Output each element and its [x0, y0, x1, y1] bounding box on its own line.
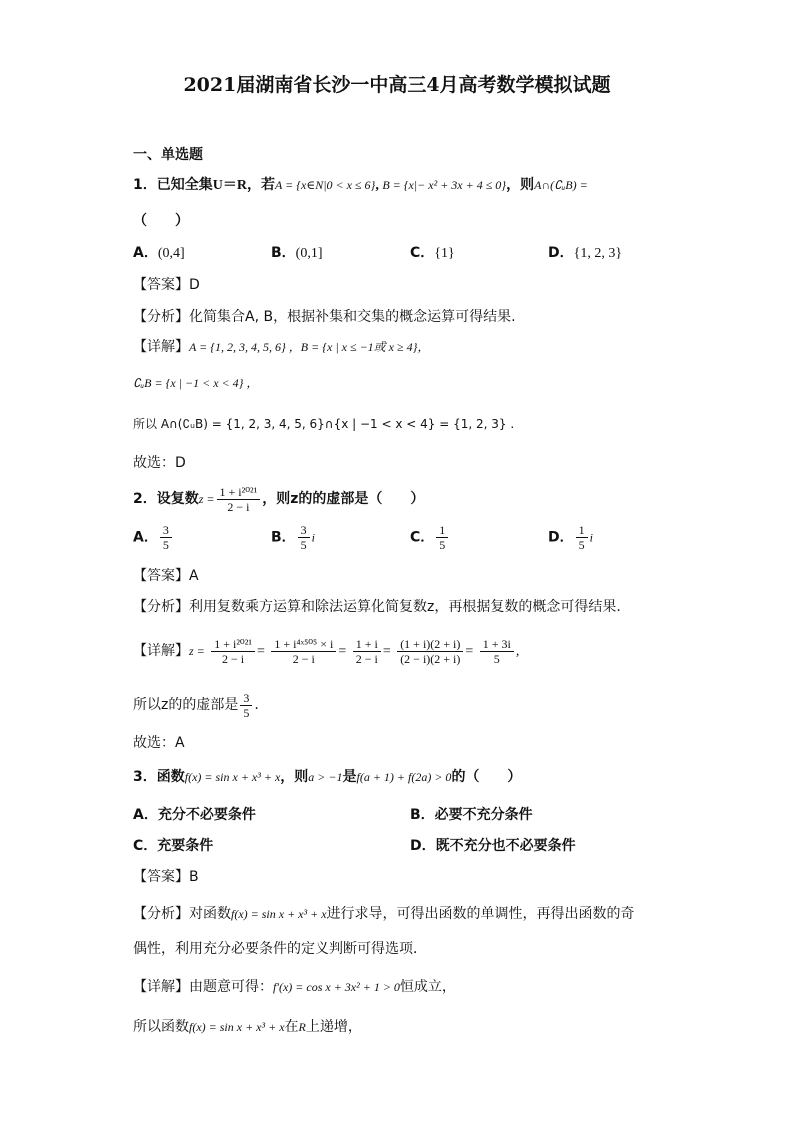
q2-option-a: A． $\frac{3}{5}$ — [133, 523, 174, 552]
q3-option-b: B．必要不充分条件 — [410, 807, 533, 823]
q2-fraction: $\frac{\text{1 + i²⁰²¹}}{2 - i}$ — [217, 485, 261, 514]
q1-detail-line3: 所以 A∩(∁ᵤB) = {1, 2, 3, 4, 5, 6}∩{x | −1 < x < 4} = {1, 2, 3} . — [133, 417, 515, 431]
q2-option-b: B． $\frac{3}{5}$ i — [271, 523, 316, 552]
q3-option-d: D．既不充分也不必要条件 — [410, 838, 576, 854]
q1-set-b: B = {x|− x² + 3x + 4 ≤ 0} — [382, 178, 507, 192]
q1-answer: 【答案】D — [133, 277, 200, 293]
q3-stem: 3．函数f(x) = sin x + x³ + x，则a > −1是f(a + 1) + f(2a) > 0的（ ） — [133, 769, 522, 785]
q3-option-a: A．充分不必要条件 — [133, 807, 256, 823]
q1-set-u: U＝R — [212, 178, 247, 193]
q3-analysis-line2: 偶性，利用充分必要条件的定义判断可得选项． — [133, 941, 427, 957]
q1-detail-line2: ∁ᵤB = {x | −1 < x < 4} ， — [133, 376, 259, 390]
q2-option-c: C． $\frac{1}{5}$ — [410, 523, 450, 552]
q2-answer: 【答案】A — [133, 568, 199, 584]
section-heading: 一、单选题 — [133, 147, 203, 163]
q2-detail-line2: 所以z的的虚部是 $\frac{3}{5}$ . — [133, 690, 259, 720]
q1-paren: （ ） — [133, 213, 189, 229]
q1-conclusion: 故选：D — [133, 455, 186, 471]
q1-expr: A∩(∁ᵤB) = — [534, 178, 588, 192]
q2-stem: 2．设复数z = $\frac{\text{1 + i²⁰²¹}}{2 - i}$ ，则z的的虚部是（ ） — [133, 484, 425, 514]
q2-detail-equation: 【详解】z = $\frac{\text{1 + i²⁰²¹}}{2 - i}$ = $\frac{\text{1 + i⁴ˣ⁵⁰⁵ × i}}{2 - i}$ = $\frac{1 + i}{2 - i}$ = $\frac{(1 + i)(2 + i)}{(2 - i)(2 + i)}$ = $\frac{1 + 3i}{5}$ , — [133, 636, 520, 666]
page-title: 2021届湖南省长沙一中高三4月高考数学模拟试题 — [183, 74, 611, 96]
q3-detail-line1: 【详解】由题意可得：f′(x) = cos x + 3x² + 1 > 0恒成立， — [133, 979, 456, 995]
q3-detail-line2: 所以函数f(x) = sin x + x³ + x在R上递增， — [133, 1019, 362, 1035]
q3-option-c: C．充要条件 — [133, 838, 214, 854]
q1-detail-line1: 【详解】A = {1, 2, 3, 4, 5, 6} ，B = {x | x ≤ −1或 x ≥ 4}， — [133, 339, 430, 355]
q1-analysis: 【分析】化简集合A, B，根据补集和交集的概念运算可得结果. — [133, 309, 516, 325]
q1-stem: 1．已知全集U＝R，若A = {x∈N|0 < x ≤ 6}, B = {x|− x² + 3x + 4 ≤ 0}，则A∩(∁ᵤB) = — [133, 177, 588, 193]
q1-option-a: A．(0,4] — [133, 245, 185, 261]
q2-conclusion: 故选：A — [133, 735, 185, 751]
q1-option-d: D．{1, 2, 3} — [548, 245, 623, 261]
q1-set-a: A = {x∈N|0 < x ≤ 6} — [274, 178, 376, 192]
q2-analysis: 【分析】利用复数乘方运算和除法运算化简复数z，再根据复数的概念可得结果. — [133, 599, 621, 615]
q2-option-d: D． $\frac{1}{5}$ i — [548, 523, 593, 552]
q1-option-c: C．{1} — [410, 245, 455, 261]
q1-option-b: B．(0,1] — [271, 245, 323, 261]
q3-analysis: 【分析】对函数f(x) = sin x + x³ + x进行求导，可得出函数的单调性，再得出函数的奇 — [133, 906, 635, 922]
q3-answer: 【答案】B — [133, 869, 199, 885]
